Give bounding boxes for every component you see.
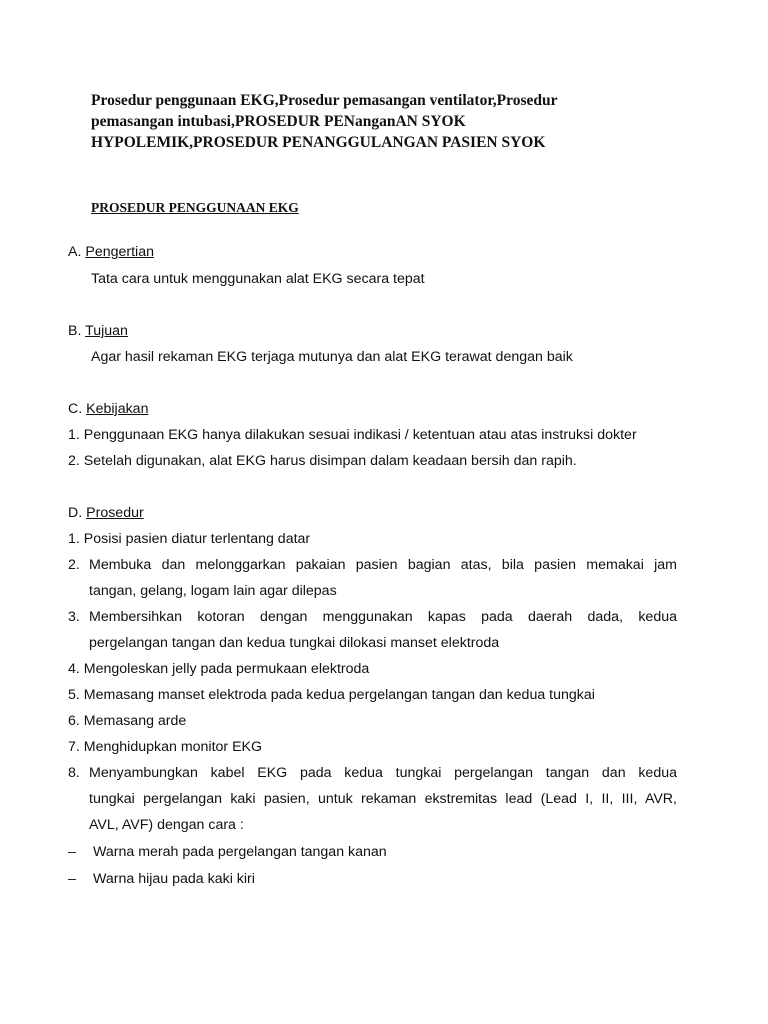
list-number: 1. — [68, 531, 80, 547]
list-item — [68, 738, 262, 756]
section-c-label: Kebijakan — [86, 401, 149, 417]
list-text: Setelah digunakan, alat EKG harus disimpan dalam keadaan bersih dan rapih. — [83, 453, 577, 469]
document-title — [91, 90, 651, 153]
section-c-heading — [68, 400, 148, 418]
list-text: Memasang manset elektroda pada kedua pergelangan tangan dan kedua tungkai — [83, 687, 595, 703]
list-number: 3. — [68, 609, 80, 625]
list-text-line-1: Menyambungkan kabel EKG pada kedua tungkai pergelangan tangan dan kedua — [89, 765, 677, 781]
list-text-line-2: pergelangan tangan dan kedua tungkai dilokasi manset elektroda — [89, 635, 500, 651]
list-item — [68, 530, 310, 548]
dash-list-text: Warna merah pada pergelangan tangan kanan — [93, 844, 387, 860]
section-a-marker: A. — [68, 244, 82, 260]
section-a-label: Pengertian — [85, 244, 154, 260]
section-b-text: Agar hasil rekaman EKG terjaga mutunya dan alat EKG terawat dengan baik — [91, 349, 573, 365]
section-b-heading — [68, 322, 128, 340]
list-text-line-1: Membersihkan kotoran dengan menggunakan kapas pada daerah dada, kedua — [89, 609, 677, 625]
list-number: 4. — [68, 661, 80, 677]
list-number: 6. — [68, 713, 80, 729]
list-text-line-1: Membuka dan melonggarkan pakaian pasien bagian atas, bila pasien memakai jam — [89, 557, 677, 573]
dash-list-item — [68, 843, 76, 861]
list-item — [68, 426, 637, 444]
list-number: 7. — [68, 739, 80, 755]
section-b-marker: B. — [68, 323, 82, 339]
list-text: Memasang arde — [83, 713, 187, 729]
section-d-label: Prosedur — [86, 505, 144, 521]
section-heading: PROSEDUR PENGGUNAAN EKG — [91, 200, 299, 215]
dash-marker: – — [68, 871, 76, 887]
list-text: Penggunaan EKG hanya dilakukan sesuai indikasi / ketentuan atau atas instruksi dokter — [83, 427, 637, 443]
list-text: Mengoleskan jelly pada permukaan elektroda — [83, 661, 370, 677]
section-a-text: Tata cara untuk menggunakan alat EKG secara tepat — [91, 271, 425, 287]
list-text: Menghidupkan monitor EKG — [83, 739, 263, 755]
list-item — [68, 712, 186, 730]
list-item — [68, 660, 369, 678]
section-b-label: Tujuan — [85, 323, 128, 339]
list-text-line-2: tangan, gelang, logam lain agar dilepas — [89, 583, 337, 599]
section-d-marker: D. — [68, 505, 83, 521]
section-c-marker: C. — [68, 401, 83, 417]
list-number: 8. — [68, 765, 80, 781]
list-number: 2. — [68, 453, 80, 469]
list-text-line-3: AVL, AVF) dengan cara : — [89, 817, 244, 833]
list-number: 1. — [68, 427, 80, 443]
list-item — [68, 452, 577, 470]
list-text-line-2: tungkai pergelangan kaki pasien, untuk rekaman ekstremitas lead (Lead I, II, III, AVR, — [89, 791, 677, 807]
dash-marker: – — [68, 844, 76, 860]
list-text: Posisi pasien diatur terlentang datar — [83, 531, 311, 547]
list-item — [68, 686, 595, 704]
title-line-3: HYPOLEMIK,PROSEDUR PENANGGULANGAN PASIEN SYOK — [91, 134, 546, 151]
list-number: 5. — [68, 687, 80, 703]
dash-list-item — [68, 870, 76, 888]
dash-list-text: Warna hijau pada kaki kiri — [93, 871, 255, 887]
title-line-2: pemasangan intubasi,PROSEDUR PENanganAN SYOK — [91, 113, 466, 130]
list-number: 2. — [68, 557, 80, 573]
section-d-heading — [68, 504, 144, 522]
section-a-heading — [68, 243, 154, 261]
title-line-1: Prosedur penggunaan EKG,Prosedur pemasangan ventilator,Prosedur — [91, 92, 558, 109]
